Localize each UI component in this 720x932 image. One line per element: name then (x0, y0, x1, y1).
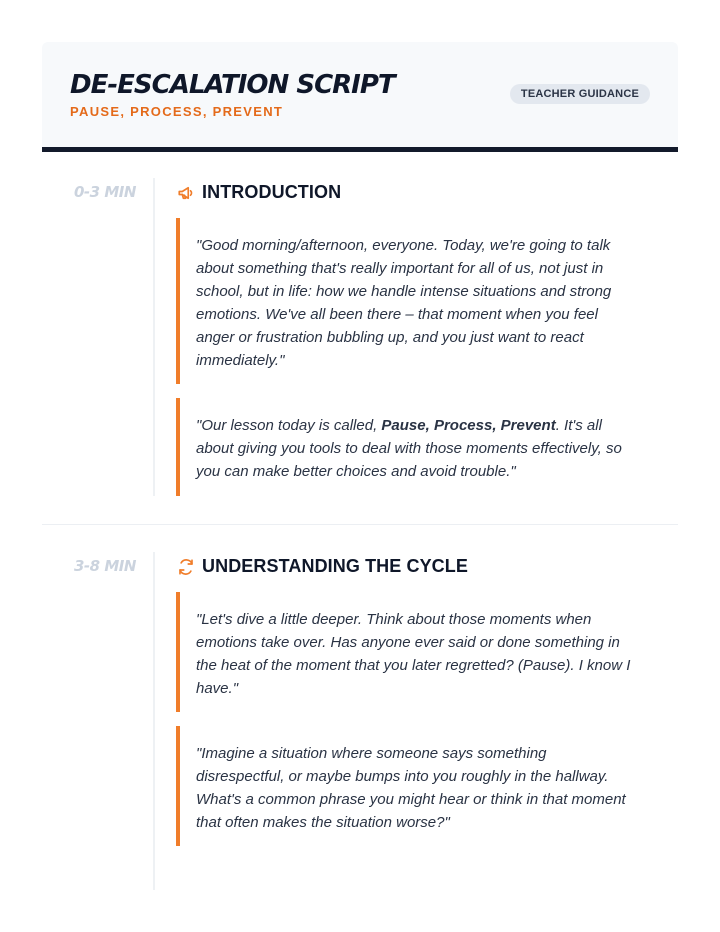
script-quote: "Let's dive a little deeper. Think about those moments when emotions take over. Has anyone ever said or done something in the heat of the moment that you later regretted? (Pause). I know I have." (176, 592, 636, 712)
script-quote (176, 398, 636, 496)
lesson-name: Pause, Process, Prevent (381, 417, 556, 434)
section-introduction (42, 178, 678, 498)
page-title: DE-ESCALATION SCRIPT (70, 70, 395, 100)
script-quote: "Good morning/afternoon, everyone. Today, we're going to talk about something that's really important for all of us, not just in school, but in life: how we handle intense situations and strong emotions. We've all been there – that moment when you feel anger or frustration bubbling up, and you just want to react immediately." (176, 218, 636, 384)
refresh-cycle-icon (177, 558, 195, 576)
quote-text: . It's all about giving you tools to deal with those moments effectively, so you can make better choices and avoid trouble." (196, 417, 622, 480)
timeline-line (153, 552, 155, 890)
megaphone-icon (177, 184, 195, 202)
section-divider (42, 524, 678, 525)
section-heading (177, 556, 468, 577)
quote-text: "Our lesson today is called, (196, 417, 382, 434)
timeline-line (153, 178, 155, 496)
section-heading (177, 182, 341, 203)
section-understanding-cycle (42, 552, 678, 892)
section-time: 3-8 MIN (74, 557, 136, 575)
page-subtitle: PAUSE, PROCESS, PREVENT (70, 104, 284, 119)
section-title: INTRODUCTION (202, 182, 342, 202)
section-title: UNDERSTANDING THE CYCLE (202, 556, 468, 576)
script-quote: "Imagine a situation where someone says something disrespectful, or maybe bumps into you roughly in the hallway. What's a common phrase you might hear or think in that moment that often makes the situation worse?" (176, 726, 636, 846)
section-time: 0-3 MIN (74, 183, 136, 201)
guidance-badge: TEACHER GUIDANCE (510, 84, 650, 104)
header (42, 42, 678, 152)
